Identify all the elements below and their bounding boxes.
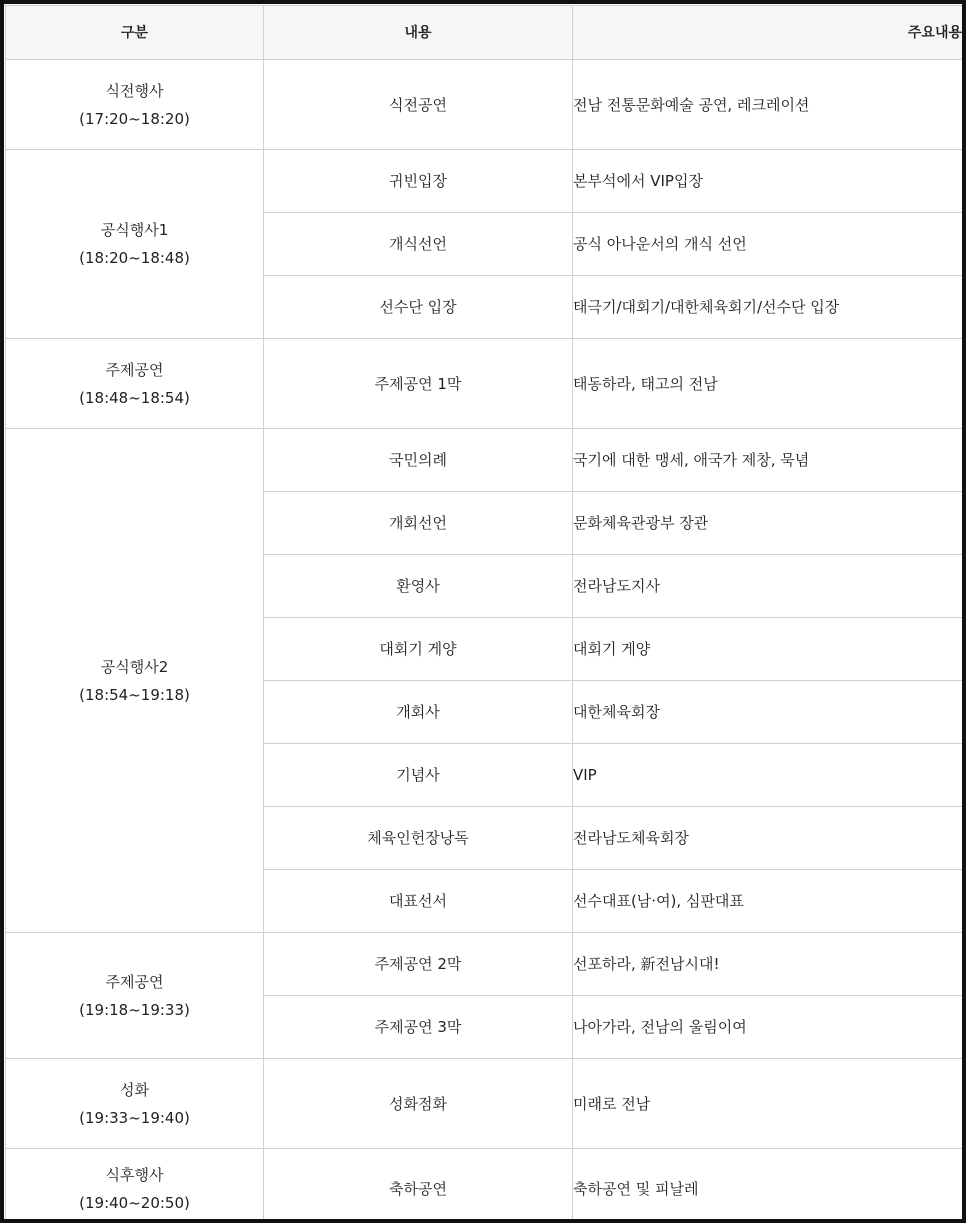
category-time: (19:33~19:40) xyxy=(79,1108,190,1127)
detail-cell: 국기에 대한 맹세, 애국가 제창, 묵념 xyxy=(573,429,963,492)
category-name: 주제공연 xyxy=(105,972,164,991)
item-cell: 대회기 게양 xyxy=(264,618,573,681)
category-cell xyxy=(6,1059,264,1149)
table-row xyxy=(6,933,963,996)
category-time: (18:48~18:54) xyxy=(79,388,190,407)
table-row xyxy=(6,1149,963,1223)
table-row xyxy=(6,60,963,150)
table-row xyxy=(6,429,963,492)
category-name: 공식행사2 xyxy=(100,657,169,676)
category-name: 식전행사 xyxy=(105,81,164,100)
item-cell: 귀빈입장 xyxy=(264,150,573,213)
detail-cell: 공식 아나운서의 개식 선언 xyxy=(573,213,963,276)
category-cell xyxy=(6,60,264,150)
table-row xyxy=(6,1059,963,1149)
detail-cell: 태동하라, 태고의 전남 xyxy=(573,339,963,429)
detail-cell: 전라남도체육회장 xyxy=(573,807,963,870)
detail-cell: 대한체육회장 xyxy=(573,681,963,744)
table-header-row xyxy=(6,6,963,60)
category-time: (19:40~20:50) xyxy=(79,1193,190,1212)
detail-cell: VIP xyxy=(573,744,963,807)
category-time: (18:54~19:18) xyxy=(79,685,190,704)
item-cell: 성화점화 xyxy=(264,1059,573,1149)
item-cell: 개회선언 xyxy=(264,492,573,555)
detail-cell: 전라남도지사 xyxy=(573,555,963,618)
detail-cell: 문화체육관광부 장관 xyxy=(573,492,963,555)
detail-cell: 선포하라, 新전남시대! xyxy=(573,933,963,996)
item-cell: 식전공연 xyxy=(264,60,573,150)
category-name: 공식행사1 xyxy=(100,221,169,239)
item-cell: 선수단 입장 xyxy=(264,276,573,339)
category-time: (17:20~18:20) xyxy=(79,109,190,128)
category-time: (19:18~19:33) xyxy=(79,1000,190,1019)
detail-cell: 선수대표(남·여), 심판대표 xyxy=(573,870,963,933)
category-cell xyxy=(6,339,264,429)
category-cell xyxy=(6,429,264,933)
detail-cell: 전남 전통문화예술 공연, 레크레이션 xyxy=(573,60,963,150)
detail-cell: 본부석에서 VIP입장 xyxy=(573,150,963,213)
category-cell xyxy=(6,150,264,339)
header-content: 내용 xyxy=(264,6,573,60)
item-cell: 주제공연 3막 xyxy=(264,996,573,1059)
header-main-content: 주요내용 xyxy=(573,6,963,60)
header-category: 구분 xyxy=(6,6,264,60)
detail-cell: 미래로 전남 xyxy=(573,1059,963,1149)
detail-cell: 대회기 게양 xyxy=(573,618,963,681)
category-cell xyxy=(6,1149,264,1223)
item-cell: 체육인헌장낭독 xyxy=(264,807,573,870)
item-cell: 축하공연 xyxy=(264,1149,573,1223)
item-cell: 주제공연 1막 xyxy=(264,339,573,429)
item-cell: 국민의례 xyxy=(264,429,573,492)
item-cell: 대표선서 xyxy=(264,870,573,933)
item-cell: 개식선언 xyxy=(264,213,573,276)
detail-cell: 나아가라, 전남의 울림이여 xyxy=(573,996,963,1059)
schedule-table xyxy=(5,5,963,1223)
item-cell: 개회사 xyxy=(264,681,573,744)
detail-cell: 축하공연 및 피날레 xyxy=(573,1149,963,1223)
item-cell: 기념사 xyxy=(264,744,573,807)
category-name: 주제공연 xyxy=(105,360,164,379)
category-time: (18:20~18:48) xyxy=(79,249,190,267)
category-name: 식후행사 xyxy=(105,1165,164,1184)
table-row xyxy=(6,339,963,429)
item-cell: 주제공연 2막 xyxy=(264,933,573,996)
item-cell: 환영사 xyxy=(264,555,573,618)
table-row xyxy=(6,150,963,213)
detail-cell: 태극기/대회기/대한체육회기/선수단 입장 xyxy=(573,276,963,339)
category-name: 성화 xyxy=(120,1080,149,1099)
category-cell xyxy=(6,933,264,1059)
